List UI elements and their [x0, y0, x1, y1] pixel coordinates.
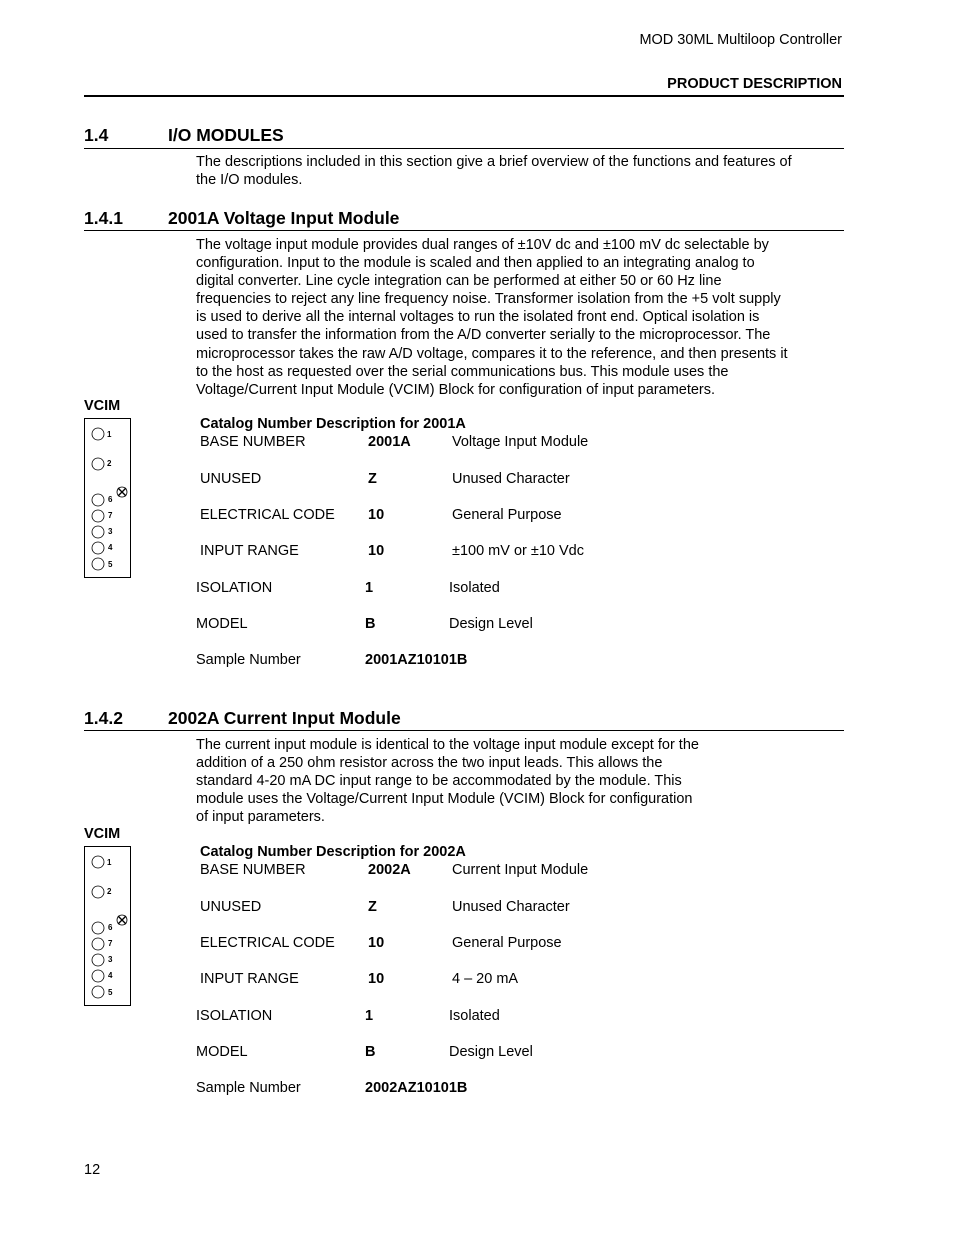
- terminal-pin-label: 7: [108, 939, 113, 948]
- terminal-pin-label: 1: [107, 858, 112, 867]
- catalog-desc: Unused Character: [452, 899, 570, 915]
- jumper-x-icon: [117, 487, 127, 497]
- terminal-pin-label: 1: [107, 430, 112, 439]
- heading-1-4-1: [84, 208, 399, 229]
- terminal-pin: [92, 526, 104, 538]
- terminal-pin-label: 6: [108, 495, 113, 504]
- catalog-desc: Unused Character: [452, 471, 570, 487]
- paragraph-line: to the host as requested over the serial communications bus. This module uses the: [196, 363, 729, 380]
- catalog-desc: Design Level: [449, 616, 533, 632]
- heading-1-4-1-title: 2001A Voltage Input Module: [168, 208, 400, 228]
- catalog-label: ELECTRICAL CODE: [200, 507, 335, 523]
- heading-1-4-1-number: 1.4.1: [84, 208, 123, 228]
- catalog-code: 10: [368, 507, 385, 523]
- catalog-code: Z: [368, 471, 377, 487]
- catalog-desc: General Purpose: [452, 935, 562, 951]
- catalog-code: 10: [368, 971, 385, 987]
- terminal-pin-label: 4: [108, 543, 113, 552]
- terminal-pin: [92, 922, 104, 934]
- catalog-code: 2002A: [368, 862, 411, 878]
- header-rule: [84, 95, 844, 97]
- catalog-code: 1: [365, 1008, 374, 1024]
- catalog-label: BASE NUMBER: [200, 862, 306, 878]
- terminal-pin-label: 3: [108, 527, 113, 536]
- paragraph-line: configuration. Input to the module is scaled and then applied to an integrating analog to: [196, 255, 755, 272]
- terminal-pin: [92, 856, 104, 868]
- terminal-pin: [92, 458, 104, 470]
- paragraph-line: is used to derive all the internal voltages to run the isolated front end. Optical isolation is: [196, 309, 760, 326]
- catalog-desc: General Purpose: [452, 507, 562, 523]
- document-title: MOD 30ML Multiloop Controller: [639, 32, 842, 48]
- paragraph-line: digital converter. Line cycle integration can be performed at either 50 or 60 Hz line: [196, 273, 722, 290]
- catalog-code: B: [365, 1044, 376, 1060]
- terminal-pin-label: 2: [107, 887, 112, 896]
- intro-line: the I/O modules.: [196, 172, 303, 189]
- terminal-pin-label: 2: [107, 459, 112, 468]
- vcim-terminal-diagram: [84, 418, 131, 578]
- catalog-desc: Current Input Module: [452, 862, 589, 878]
- catalog-code: 10: [368, 935, 385, 951]
- terminal-pin-label: 7: [108, 511, 113, 520]
- catalog-desc: 4 – 20 mA: [452, 971, 519, 987]
- page-number: 12: [84, 1162, 101, 1178]
- catalog-label: ISOLATION: [196, 580, 273, 596]
- paragraph-line: addition of a 250 ohm resistor across the two input leads. This allows the: [196, 755, 663, 772]
- heading-1-4-1-rule: [84, 230, 844, 231]
- catalog-desc: Design Level: [449, 1044, 533, 1060]
- catalog-code: Z: [368, 899, 377, 915]
- paragraph-line: The voltage input module provides dual ranges of ±10V dc and ±100 mV dc selectable by: [196, 237, 769, 253]
- terminal-pin: [92, 986, 104, 998]
- heading-1-4-rule: [84, 148, 844, 149]
- catalog-label: INPUT RANGE: [200, 543, 299, 559]
- current-module-paragraph: [196, 736, 699, 826]
- catalog-code: 10: [368, 543, 385, 559]
- terminal-pins: [85, 419, 132, 579]
- terminal-pin: [92, 510, 104, 522]
- heading-1-4-2-title: 2002A Current Input Module: [168, 708, 401, 728]
- terminal-pins: [85, 847, 132, 1007]
- terminal-pin: [92, 428, 104, 440]
- terminal-pin-label: 5: [108, 560, 113, 569]
- intro-paragraph: [196, 153, 792, 189]
- heading-1-4-2: [84, 708, 401, 729]
- paragraph-line: Voltage/Current Input Module (VCIM) Block for configuration of input parameters.: [196, 381, 716, 398]
- terminal-pin: [92, 494, 104, 506]
- paragraph-line: standard 4-20 mA DC input range to be accommodated by the module. This: [196, 773, 682, 790]
- heading-1-4: [84, 125, 284, 146]
- terminal-pin-label: 4: [108, 971, 113, 980]
- paragraph-line: The current input module is identical to the voltage input module except for the: [196, 737, 699, 753]
- terminal-pin: [92, 886, 104, 898]
- section-header: PRODUCT DESCRIPTION: [667, 76, 842, 92]
- jumper-x-icon: [117, 915, 127, 925]
- heading-1-4-2-rule: [84, 730, 844, 731]
- catalog-label: UNUSED: [200, 899, 262, 915]
- heading-1-4-number: 1.4: [84, 125, 109, 145]
- paragraph-line: of input parameters.: [196, 809, 325, 826]
- paragraph-line: module uses the Voltage/Current Input Module (VCIM) Block for configuration: [196, 791, 693, 808]
- terminal-pin: [92, 542, 104, 554]
- paragraph-line: frequencies to reject any line frequency noise. Transformer isolation from the +5 volt supply: [196, 291, 781, 308]
- sample-number-label: Sample Number: [196, 652, 301, 668]
- terminal-pin-label: 3: [108, 955, 113, 964]
- terminal-pin: [92, 558, 104, 570]
- sample-number-value: 2002AZ10101B: [365, 1080, 468, 1096]
- catalog-desc: Isolated: [449, 1008, 500, 1024]
- catalog-desc: Isolated: [449, 580, 500, 596]
- paragraph-line: used to transfer the information from the A/D converter serially to the microprocessor. The: [196, 327, 771, 344]
- vcim-label: VCIM: [84, 826, 121, 842]
- sample-number-label: Sample Number: [196, 1080, 301, 1096]
- paragraph-line: microprocessor takes the raw A/D voltage, compares it to the reference, and then presents it: [196, 345, 788, 362]
- catalog-label: ELECTRICAL CODE: [200, 935, 335, 951]
- heading-1-4-2-number: 1.4.2: [84, 708, 123, 728]
- catalog-title-2002a: Catalog Number Description for 2002A: [200, 844, 466, 860]
- catalog-label: ISOLATION: [196, 1008, 273, 1024]
- sample-number-value: 2001AZ10101B: [365, 652, 468, 668]
- vcim-label: VCIM: [84, 398, 121, 414]
- terminal-pin: [92, 970, 104, 982]
- catalog-label: MODEL: [196, 1044, 248, 1060]
- terminal-pin-label: 5: [108, 988, 113, 997]
- terminal-pin: [92, 938, 104, 950]
- catalog-desc: Voltage Input Module: [452, 434, 589, 450]
- vcim-terminal-diagram: [84, 846, 131, 1006]
- intro-line: The descriptions included in this section give a brief overview of the functions and features of: [196, 154, 792, 170]
- catalog-title-2001a: Catalog Number Description for 2001A: [200, 416, 466, 432]
- catalog-label: BASE NUMBER: [200, 434, 306, 450]
- catalog-label: MODEL: [196, 616, 248, 632]
- terminal-pin: [92, 954, 104, 966]
- catalog-label: UNUSED: [200, 471, 262, 487]
- catalog-code: 2001A: [368, 434, 411, 450]
- heading-1-4-title: I/O MODULES: [168, 125, 284, 145]
- catalog-desc: ±100 mV or ±10 Vdc: [452, 543, 584, 559]
- voltage-module-paragraph: [196, 236, 788, 399]
- catalog-label: INPUT RANGE: [200, 971, 299, 987]
- catalog-code: 1: [365, 580, 374, 596]
- catalog-code: B: [365, 616, 376, 632]
- terminal-pin-label: 6: [108, 923, 113, 932]
